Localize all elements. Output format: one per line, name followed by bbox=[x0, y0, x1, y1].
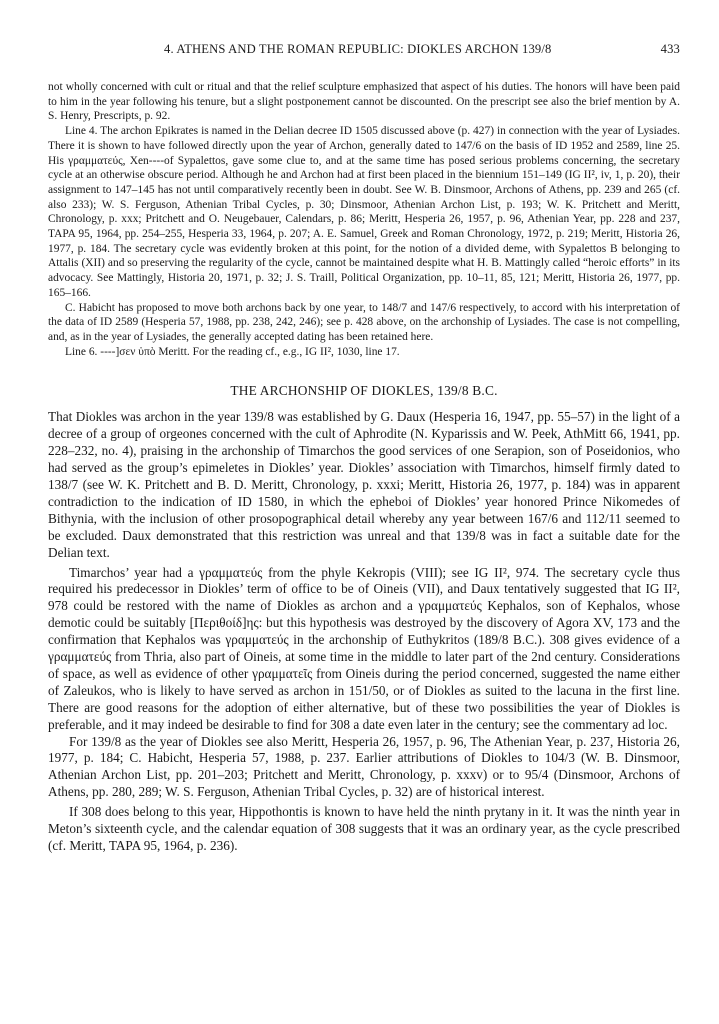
section-title: THE ARCHONSHIP OF DIOKLES, 139/8 B.C. bbox=[230, 383, 498, 399]
running-header bbox=[48, 38, 680, 58]
commentary-notes bbox=[48, 80, 680, 359]
body-paragraph: If 308 does belong to this year, Hippothontis is known to have held the ninth prytany in it. It was the ninth year in Meton’s sixteenth cycle, and the calendar equation of 308 suggests that it was an ordinary year, as the cycle prescribed (cf. Meritt, TAPA 95, 1964, p. 236). bbox=[48, 804, 680, 854]
body-paragraph: Timarchos’ year had a γραμματεύς from the phyle Kekropis (VIII); see IG II², 974. The secretary cycle thus required his predecessor in Diokles’ term of office to be of Oineis (VII), and Daux tentatively suggested that IG II², 978 could be restored with the name of Diokles as archon and a γραμματεύς Kephalos, son of Kephalos, whose demotic could be suitably [Περιθοίδ]ης: but this hypothesis was destroyed by the discovery of Agora XV, 173 and the confirmation that Kephalos was γραμματεύς in the archonship of Euthykritos (189/8 B.C.). 308 gives evidence of a γραμματεύς from Thria, also part of Oineis, at some time in the middle to later part of the 2nd century. Considerations of space, as well as evidence of other γραμματεῖς from Oineis during the period concerned, suggested the name either of Zaleukos, who is likely to have served as archon in 151/50, or of Diokles as suited to the lacuna in the first line. There are good reasons for the adoption of either alternative, but of these two possibilities the year of Diokles is preferable, and it may indeed be desirable to find for 308 a date even later in the century; see the commentary ad loc. bbox=[48, 564, 680, 732]
page-number: 433 bbox=[660, 42, 680, 56]
note-paragraph: not wholly concerned with cult or ritual and that the relief sculpture emphasized that aspect of his duties. The honors will have been paid to him in the year following his tenure, but a slight postponement cannot be discounted. On the prescript see also the brief mention by A. S. Henry, Prescripts, p. 92. bbox=[48, 81, 680, 123]
note-paragraph: Line 4. The archon Epikrates is named in the Delian decree ID 1505 discussed above (p. 427) in connection with the year of Lysiades. There it is shown to have followed directly upon the year of Archon, generally dated to 147/6 on the basis of ID 1952 and 2589, line 25. His γραμματεύς, Xen----of Sypalettos, gave some clue to, and at the same time has posed serious problems concerning, the secretary cycle at an otherwise obscure period. Although he and Archon had at first been placed in the biennium 151–149 (IG II², iv, 1, p. 20), their assignment to 147–145 has not until comparatively recently been in doubt. See W. B. Dinsmoor, Archons of Athens, pp. 239 and 265 (cf. also 233); W. S. Ferguson, Athenian Tribal Cycles, p. 30; Dinsmoor, Athenian Archon List, p. 193; W. K. Pritchett and Meritt, Chronology, p. xxx; Pritchett and O. Neugebauer, Calendars, p. 86; Meritt, Hesperia 26, 1957, p. 96, Athenian Year, pp. 228 and 237, TAPA 95, 1964, pp. 254–255, Hesperia 33, 1964, p. 207; A. E. Samuel, Greek and Roman Chronology, 1972, p. 219; Meritt, Historia 26, 1977, p. 184. The secretary cycle was evidently broken at this point, for the notion of a divided deme, with Sypalettos B belonging to Attalis (XII) and so preserving the regularity of the cycle, cannot be maintained despite what H. B. Mattingly called “heroic efforts” in its advocacy. See Mattingly, Historia 20, 1971, p. 32; J. S. Traill, Political Organization, pp. 10–11, 85, 121; Meritt, Historia 26, 1977, pp. 165–166. bbox=[48, 125, 680, 299]
page bbox=[48, 38, 680, 855]
body-paragraph: That Diokles was archon in the year 139/8 was established by G. Daux (Hesperia 16, 1947, pp. 55–57) in the light of a decree of a group of orgeones concerned with the cult of Aphrodite (N. Kyparissis and W. Peek, AthMitt 66, 1941, pp. 228–232, no. 4), praising in the archonship of Timarchos the good services of one Serapion, son of Poseidonios, who had served as the group’s epimeletes in Diokles’ year. Diokles’ association with Timarchos, himself firmly dated to 138/7 (see W. K. Pritchett and B. D. Meritt, Chronology, p. xxxi; Meritt, Historia 26, 1977, p. 184) was in apparent contradiction to the indication of ID 1580, in which the epheboi of Diokles’ year honored Prince Nikomedes of Bithynia, with the inclusion of other prosopographical detail whereby any year between 167/6 and 112/11 seemed to be excluded. Daux demonstrated that this restriction was unreal and that 139/8 was in fact a suitable date for the Delian text. bbox=[48, 409, 680, 560]
note-paragraph: C. Habicht has proposed to move both archons back by one year, to 148/7 and 147/6 respectively, to accord with his interpretation of the data of ID 2589 (Hesperia 57, 1988, pp. 238, 242, 246); see p. 428 above, on the archonship of Lysiades. The case is not compelling, and, as in the year of Lysiades, the generally accepted dating has been retained here. bbox=[48, 301, 680, 343]
body-paragraph: For 139/8 as the year of Diokles see also Meritt, Hesperia 26, 1957, p. 96, The Athenian Year, p. 237, Historia 26, 1977, p. 184; C. Habicht, Hesperia 57, 1988, p. 237. Earlier attributions of Diokles to 104/3 (W. B. Dinsmoor, Athenian Archon List, pp. 201–203; Pritchett and Meritt, Chronology, p. xxxv) or to 95/4 (Dinsmoor, Archons of Athens, pp. 280, 289; W. S. Ferguson, Athenian Tribal Cycles, p. 32) are of historical interest. bbox=[48, 733, 680, 800]
running-title: 4. ATHENS AND THE ROMAN REPUBLIC: DIOKLES ARCHON 139/8 bbox=[164, 42, 552, 56]
main-text bbox=[48, 409, 680, 855]
note-paragraph: Line 6. ----]σεν ὑπὸ Meritt. For the reading cf., e.g., IG II², 1030, line 17. bbox=[65, 345, 400, 358]
